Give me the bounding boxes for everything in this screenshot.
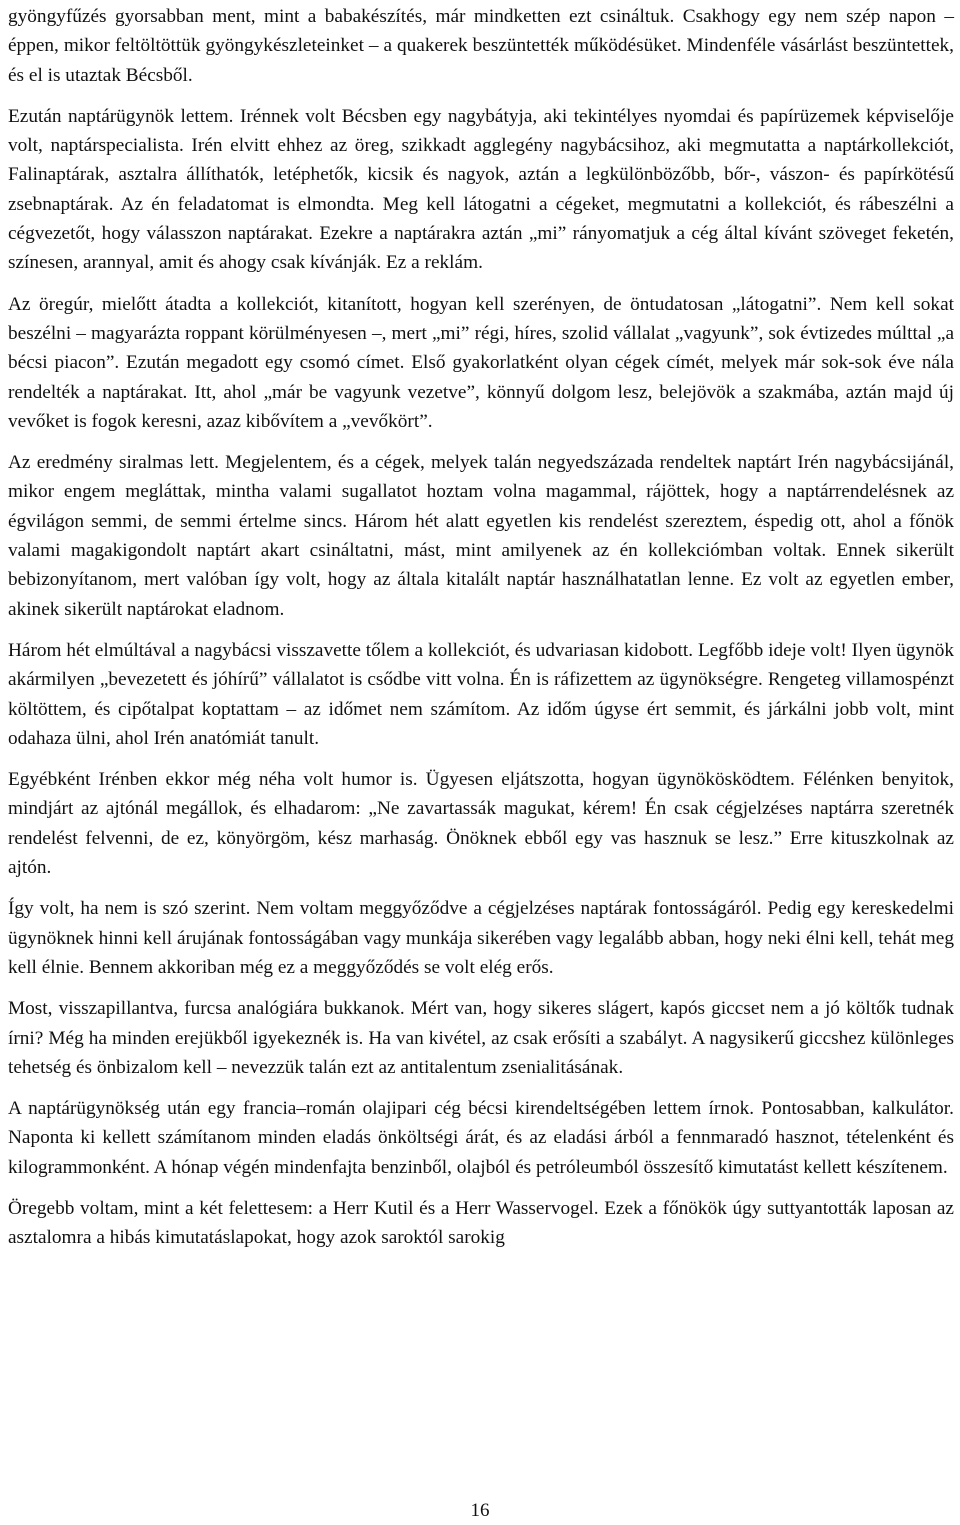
paragraph-6: Egyébként Irénben ekkor még néha volt humor is. Ügyesen eljátszotta, hogyan ügynökösködtem. Félénken benyitok, mindjárt az ajtónál megállok, és elhadarom: „Ne zavartassák magukat, kérem! Én csak cégjelzéses naptárra szeretnék rendelést felvenni, de ez, könyörgöm, kész marhaság. Önöknek ebből egy vas hasznuk se lesz.” Erre kituszkolnak az ajtón.	[8, 769, 954, 879]
paragraph-10: Öregebb voltam, mint a két felettesem: a Herr Kutil és a Herr Wasservogel. Ezek a főnökök úgy suttyantották laposan az asztalomra a hibás kimutatáslapokat, hogy azok saroktól sarokig	[8, 1197, 954, 1249]
page-number: 16	[470, 1500, 490, 1521]
paragraph-9: A naptárügynökség után egy francia–román olajipari cég bécsi kirendeltségében lettem írnok. Pontosabban, kalkulátor. Naponta ki kellett számítanom minden eladás önköltségi árát, és az eladási árból a fennmaradó hasznot, tételenként és kilogrammonként. A hónap végén mindenfajta benzinből, olajból és petróleumból összesítő kimutatást kellett készítenem.	[8, 1098, 954, 1178]
body-text	[8, 2, 954, 1265]
paragraph-3: Az öregúr, mielőtt átadta a kollekciót, kitanított, hogyan kell szerényen, de öntudatosan „látogatni”. Nem kell sokat beszélni – magyarázta roppant körülményesen –, mert „mi” régi, híres, szolid vállalat „vagyunk”, sok évtizedes múlttal „a bécsi piacon”. Ezután megadott egy csomó címet. Első gyakorlatként olyan cégek címét, melyek már sok-sok éve nála rendelték a naptárakat. Itt, ahol „már be vagyunk vezetve”, könnyű dolgom lesz, belejövök a szakmába, aztán majd új vevőket is fogok keresni, azaz kibővítem a „vevőkört”.	[8, 293, 954, 432]
paragraph-7: Így volt, ha nem is szó szerint. Nem voltam meggyőződve a cégjelzéses naptárak fontosságáról. Pedig egy kereskedelmi ügynöknek hinni kell árujának fontosságában vagy munkája sikerében vagy legalább abban, hogy neki élni kell, tehát meg kell élnie. Bennem akkoriban még ez a meggyőződés se volt elég erős.	[8, 898, 954, 978]
paragraph-2: Ezután naptárügynök lettem. Irénnek volt Bécsben egy nagybátyja, aki tekintélyes nyomdai és papírüzemek képviselője volt, naptárspecialista. Irén elvitt ehhez az öreg, szikkadt agglegény nagybácsihoz, aki megmutatta a naptárkollekciót, Falinaptárak, asztalra állíthatók, letéphetők, kicsik és nagyok, aztán a legkülönbözőbb, bőr-, vászon- és papírkötésű zsebnaptárak. Az én feladatomat is elmondta. Meg kell látogatni a cégeket, megmutatni a kollekciót, és rábeszélni a cégvezetőt, hogy válasszon naptárakat. Ezekre a naptárakra aztán „mi” rányomatjuk a cég által kívánt szöveget feketén, színesen, arannyal, amit és ahogy csak kívánják. Ez a reklám.	[8, 105, 954, 274]
paragraph-1: gyöngyfűzés gyorsabban ment, mint a babakészítés, már mindketten ezt csináltuk. Csakhogy egy nem szép napon – éppen, mikor feltöltöttük gyöngykészleteinket – a quakerek beszüntették működésüket. Mindenféle vásárlást beszüntettek, és el is utaztak Bécsből.	[8, 6, 954, 86]
paragraph-8: Most, visszapillantva, furcsa analógiára bukkanok. Mért van, hogy sikeres slágert, kapós giccset nem a jó költők tudnak írni? Még ha minden erejükből igyekeznék is. Ha van kivétel, az csak erősíti a szabályt. A nagysikerű giccshez különleges tehetség és önbizalom kell – nevezzük talán ezt az antitalentum zsenialitásának.	[8, 998, 954, 1078]
paragraph-4: Az eredmény siralmas lett. Megjelentem, és a cégek, melyek talán negyedszázada rendeltek naptárt Irén nagybácsijánál, mikor engem megláttak, mintha valami sugallatot hoztam volna magammal, rájöttek, hogy a naptárrendelésnek az égvilágon semmi, de semmi értelme sincs. Három hét alatt egyetlen kis rendelést szereztem, éspedig ott, ahol a főnök valami magakigondolt naptárt akart csináltatni, mást, mint amilyenek az én kollekciómban voltak. Ennek sikerült bebizonyítanom, mert valóban így volt, hogy az általa kitalált naptár használhatatlan lenne. Ez volt az egyetlen ember, akinek sikerült naptárokat eladnom.	[8, 452, 954, 620]
paragraph-5: Három hét elmúltával a nagybácsi visszavette tőlem a kollekciót, és udvariasan kidobott. Legfőbb ideje volt! Ilyen ügynök akármilyen „bevezetett és jóhírű” vállalatot is csődbe vitt volna. Én is ráfizettem az ügynökségre. Rengeteg villamospénzt költöttem, és cipőtalpat koptattam – az időmet nem számítom. Az időm úgyse ért semmit, és járkálni jobb volt, mint odahaza ülni, ahol Irén anatómiát tanult.	[8, 639, 954, 749]
